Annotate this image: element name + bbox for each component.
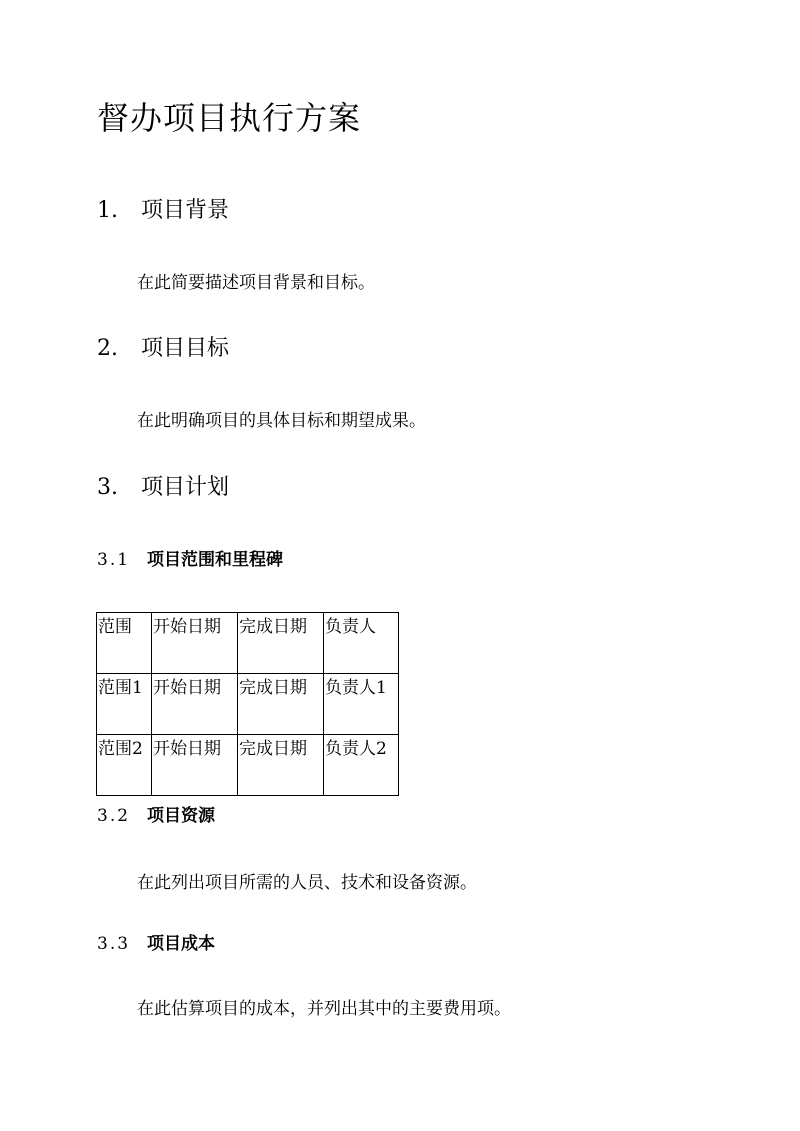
section-number: 2.: [97, 336, 118, 361]
table-cell: 完成日期: [238, 674, 324, 735]
section-title: 项目计划: [141, 475, 230, 500]
subsection-title: 项目资源: [147, 806, 215, 826]
table-cell: 负责人: [324, 613, 399, 674]
table-cell: 开始日期: [152, 735, 238, 796]
subsection-number: 3.1: [97, 550, 131, 570]
subsection-heading-3-3: [97, 932, 215, 956]
subsection-title: 项目范围和里程碑: [147, 550, 283, 570]
table-cell: 负责人1: [324, 674, 399, 735]
table-cell: 负责人2: [324, 735, 399, 796]
section-number: 1.: [97, 198, 118, 223]
subsection-heading-3-1: [97, 548, 283, 572]
table-cell: 完成日期: [238, 735, 324, 796]
subsection-number: 3.3: [97, 934, 131, 954]
document-title: 督办项目执行方案: [97, 99, 362, 137]
table-cell: 范围1: [97, 674, 152, 735]
section-heading-1: [97, 196, 229, 226]
section-title: 项目目标: [141, 336, 230, 361]
table-cell: 开始日期: [152, 674, 238, 735]
table-row: [97, 674, 399, 735]
subsection-heading-3-2: [97, 804, 215, 828]
table-cell: 完成日期: [238, 613, 324, 674]
section-1-paragraph: 在此简要描述项目背景和目标。: [137, 273, 375, 293]
section-heading-3: [97, 473, 229, 503]
subsection-number: 3.2: [97, 806, 131, 826]
section-title: 项目背景: [141, 198, 230, 223]
table-cell: 开始日期: [152, 613, 238, 674]
section-heading-2: [97, 334, 229, 364]
subsection-3-2-paragraph: 在此列出项目所需的人员、技术和设备资源。: [137, 873, 477, 893]
table-cell: 范围: [97, 613, 152, 674]
section-number: 3.: [97, 475, 118, 500]
subsection-3-3-paragraph: 在此估算项目的成本，并列出其中的主要费用项。: [137, 999, 511, 1019]
table-row: [97, 735, 399, 796]
table-cell: 范围2: [97, 735, 152, 796]
scope-milestone-table: [96, 612, 399, 796]
subsection-title: 项目成本: [147, 934, 215, 954]
table-row: [97, 613, 399, 674]
section-2-paragraph: 在此明确项目的具体目标和期望成果。: [137, 411, 426, 431]
